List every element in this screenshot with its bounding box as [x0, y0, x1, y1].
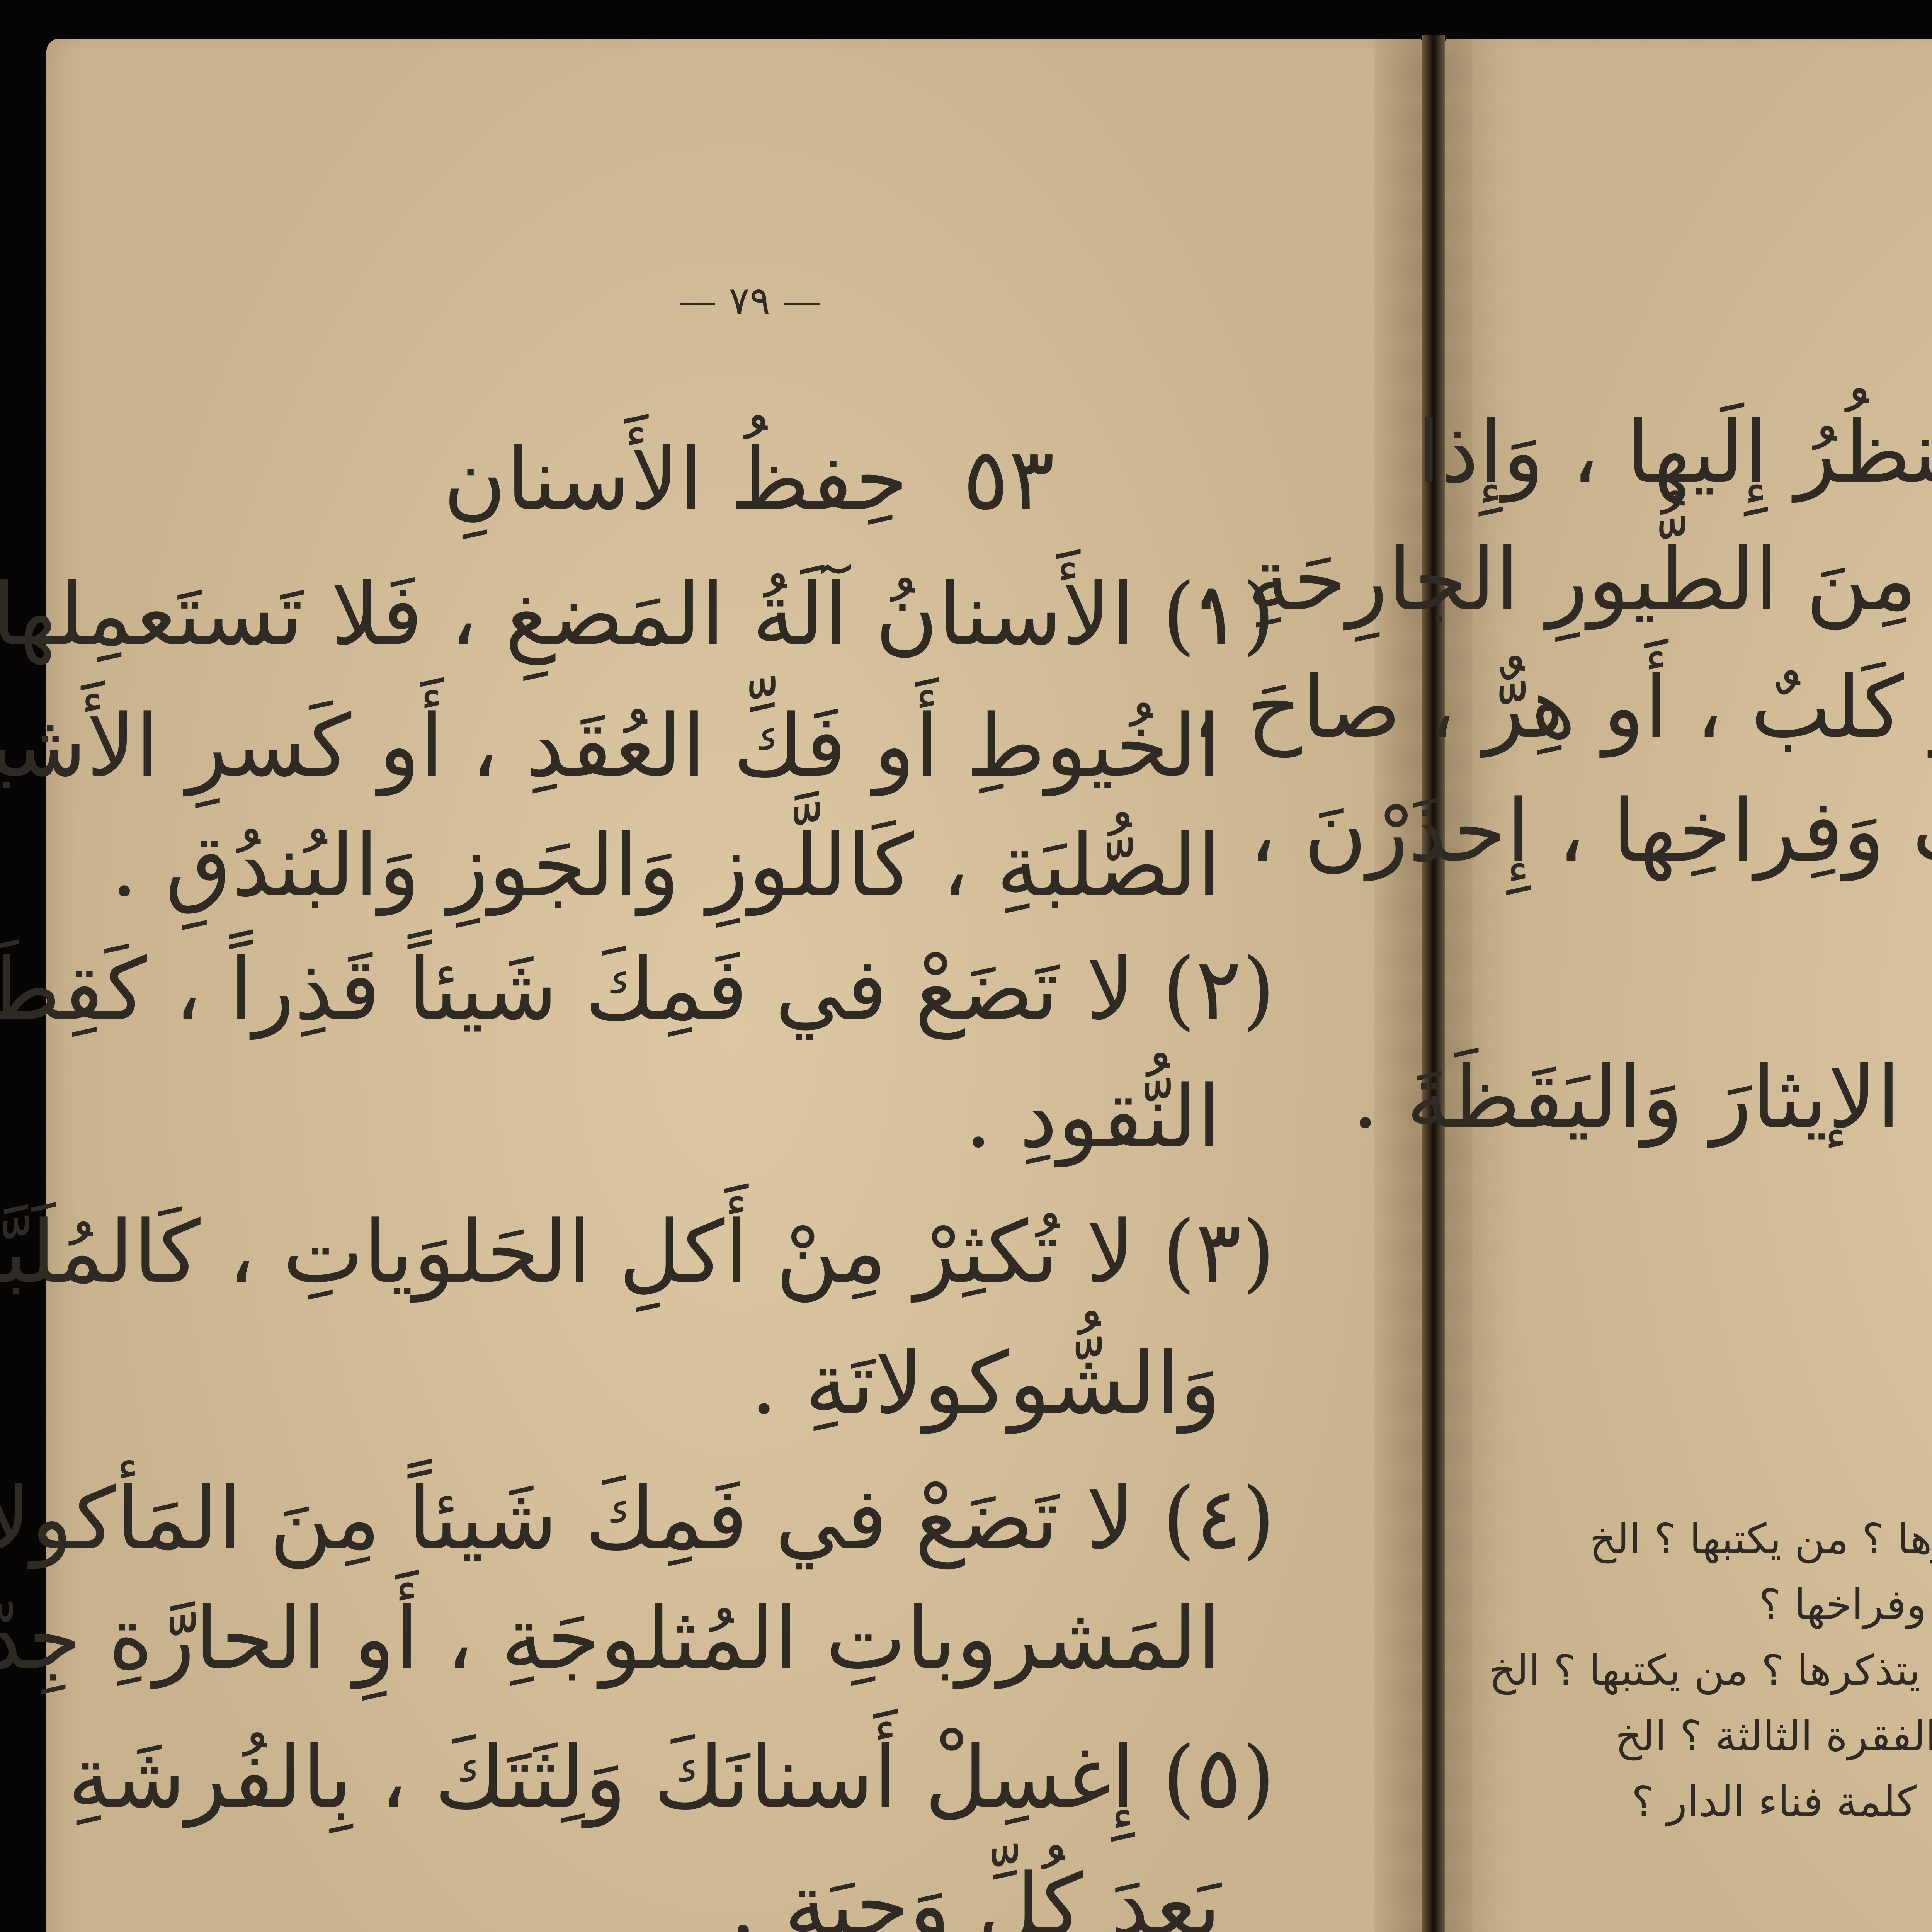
text-line: الصُّلبَةِ ، كَاللَّوزِ وَالجَوزِ وَالبُندُقِ . — [111, 823, 1221, 909]
text-line: كَلبٌ ، أَو هِرٌّ ، صاحَ ، — [1192, 665, 1932, 750]
text-line: المَشروباتِ المُثلوجَةِ ، أَوِ الحارَّةِ جِدّاً . — [0, 1596, 1221, 1682]
text-line: (٤) لا تَضَعْ في فَمِكَ شَيئاً مِنَ المَأكول — [0, 1476, 1275, 1562]
lesson-number: ٥٣ — [963, 437, 1055, 522]
text-line: النُّقودِ . — [965, 1074, 1221, 1160]
text-line: (٥) إِغسِلْ أَسنانَكَ وَلِثَتَكَ ، بِالفُرشَةِ — [68, 1735, 1275, 1821]
exercise-item: الفقرة الثالثة ؟ الخ — [1615, 1716, 1932, 1757]
text-line: مِنَ الطُّيورِ الجارِحَةِ ، — [1192, 537, 1932, 623]
exercise-item: ها ؟ من يكتبها ؟ الخ — [1590, 1519, 1932, 1560]
text-line: بَعدَ كُلِّ وَجبَةٍ . — [730, 1862, 1221, 1932]
page-number-left: — ٧٩ — — [649, 278, 850, 323]
exercise-item: يتذكرها ؟ من يكتبها ؟ الخ — [1489, 1650, 1932, 1692]
text-line: (٣) لا تُكثِرْ مِنْ أَكلِ الحَلوَياتِ ، كَالمُلَبَّس — [0, 1209, 1275, 1295]
text-line: وَفِراخِها ، إِحذَرْنَ ، — [1249, 788, 1932, 874]
exercise-item: وفراخها ؟ — [1759, 1584, 1932, 1626]
text-line: (١) الأَسنانُ آلَةُ المَضغِ ، فَلا تَستَعمِلها — [0, 572, 1275, 658]
lesson-title: حِفظُ الأَسنانِ — [443, 437, 908, 522]
text-line: (٢) لا تَضَعْ في فَمِكَ شَيئاً قَذِراً ، كَقِطَعِ — [0, 947, 1275, 1032]
text-line: ظُرُ إِلَيها ، وَإِذا — [1417, 410, 1932, 495]
text-line: الخُيوطِ أَو فَكِّ العُقَدِ ، أَو كَسرِ الأَشياءِ — [0, 703, 1221, 789]
lesson-moral: الإيثارَ وَاليَقَظَةَ . — [1352, 1055, 1932, 1141]
exercise-item: كلمة فناء الدار ؟ — [1631, 1781, 1932, 1823]
text-line: وَالشُّوكولاتَةِ . — [750, 1341, 1221, 1427]
